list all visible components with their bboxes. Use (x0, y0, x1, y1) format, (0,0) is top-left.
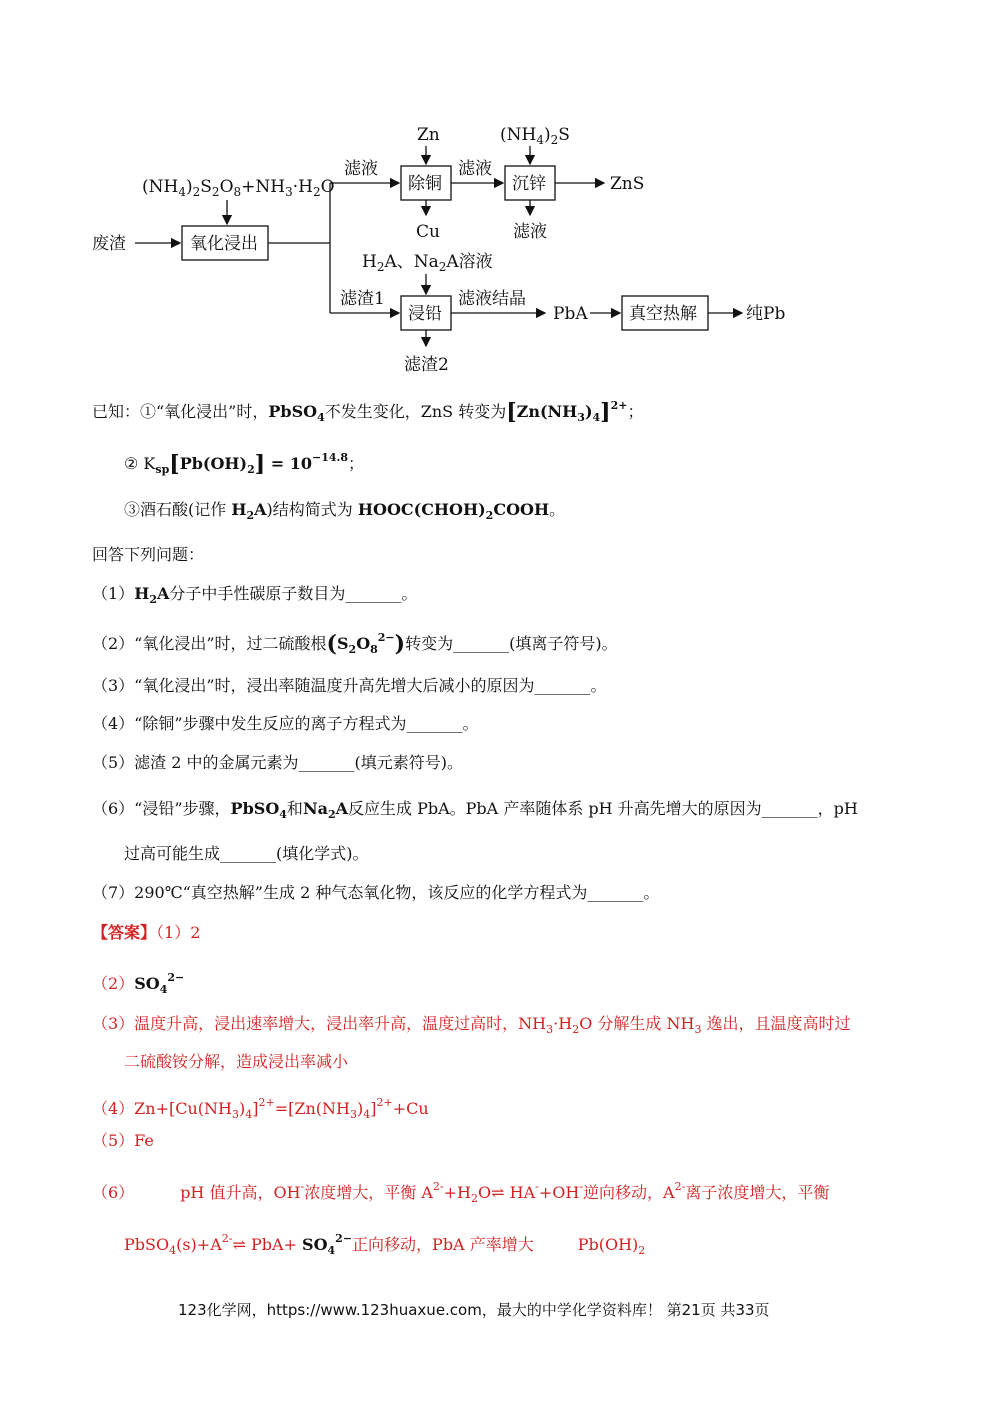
filtrate2-label: 滤液 (458, 159, 492, 179)
reagent-top-label: $(NH_4)_2S_2O_8+NH_3\cdot H_2O$ (142, 177, 335, 199)
answer-6: （6） pH 值升高，OH-浓度增大，平衡 $A^{2-}+H_2O\rightleftharpoons$ HA-+OH-逆向移动，$A^{2-}$离子浓度增大，平衡 (92, 1180, 830, 1205)
question-5: （5）滤渣 2 中的金属元素为_______(填元素符号)。 (92, 753, 464, 772)
answer-2: $(2)SO_4^{2-}$ (92, 971, 185, 996)
question-6: （6）“浸铅”步骤，PbSO$_4$和$Na_2A$反应生成 PbA。PbA 产率随体系 pH 升高先增大的原因为_______，pH (92, 799, 858, 821)
box-oxidize-label: 氧化浸出 (190, 234, 258, 254)
question-1: $(1)H_2A$分子中手性碳原子数目为_______。 (92, 584, 418, 606)
box-precip-zn-label: 沉锌 (512, 174, 546, 194)
leach-reagent-label: $H_2A$、$Na_2A$溶液 (362, 252, 493, 274)
residue2-label: 滤渣2 (404, 355, 449, 375)
nh4s-in-label: $(NH_4)_2S$ (500, 125, 570, 147)
page-footer: 123化学网，https://www.123huaxue.com，最大的中学化学资料库！ 第21页 共33页 (178, 1301, 770, 1319)
prompt-text: 回答下列问题： (92, 545, 205, 564)
answer-5: （5）Fe (92, 1131, 154, 1150)
known-2: ② $K_{sp}[Pb(OH)_2] = 10^{-14.8}$； (124, 451, 365, 477)
pba-label: PbA (553, 304, 588, 324)
answer-4: $(4)Zn+[Cu(NH_3)_4]^{2+}=[Zn(NH_3)_4]^{2+}+Cu$ (92, 1096, 429, 1121)
question-2: （2）“氧化浸出”时，过二硫酸根$(S_2O_8^{2-})$转变为_______(填离子符号)。 (92, 631, 618, 657)
answer-1: 【答案】（1）2 (92, 923, 201, 942)
known-1: 已知：①“氧化浸出”时，PbSO$_4$不发生变化，ZnS 转变为$[Zn(NH_3)_4]^{2+}$； (92, 399, 644, 425)
question-6-cont: 过高可能生成_______(填化学式)。 (124, 844, 369, 863)
answer-6-cont: $PbSO_4(s)+A^{2-}\rightleftharpoons$ $PbA+ SO_4^{2-}$正向移动，PbA 产率增大 $Pb(OH)_2$ (124, 1232, 646, 1257)
filtrate-label: 滤液 (344, 159, 378, 179)
residue1-label: 滤渣1 (340, 289, 385, 309)
process-flowchart (0, 0, 993, 390)
zn-in-label: Zn (417, 125, 440, 145)
question-4: （4）“除铜”步骤中发生反应的离子方程式为_______。 (92, 714, 479, 733)
answer-3-cont: 二硫酸铵分解，造成浸出率减小 (124, 1052, 349, 1071)
question-3: （3）“氧化浸出”时，浸出率随温度升高先增大后减小的原因为_______。 (92, 676, 607, 695)
filtrate-cryst-label: 滤液结晶 (458, 289, 526, 309)
cu-out-label: Cu (416, 222, 440, 242)
input-label: 废渣 (92, 234, 126, 254)
question-7: （7）290℃“真空热解”生成 2 种气态氧化物，该反应的化学方程式为_______。 (92, 883, 660, 902)
pure-pb-label: 纯Pb (746, 304, 786, 324)
known-3: ③酒石酸(记作 $H_2A$)结构简式为 $HOOC(CHOH)_2COOH$。 (124, 500, 566, 522)
zns-out-label: ZnS (610, 174, 645, 194)
answer-3: （3）温度升高，浸出速率增大，浸出率升高，温度过高时，$NH_3\cdot H_2O$ 分解生成 $NH_3$ 逸出，且温度高时过 (92, 1014, 851, 1036)
box-vacuum-label: 真空热解 (629, 304, 697, 324)
box-remove-cu-label: 除铜 (408, 174, 442, 194)
filtrate3-label: 滤液 (513, 222, 547, 242)
answer-label: 【答案】 (92, 923, 157, 942)
box-leach-pb-label: 浸铅 (408, 304, 442, 324)
